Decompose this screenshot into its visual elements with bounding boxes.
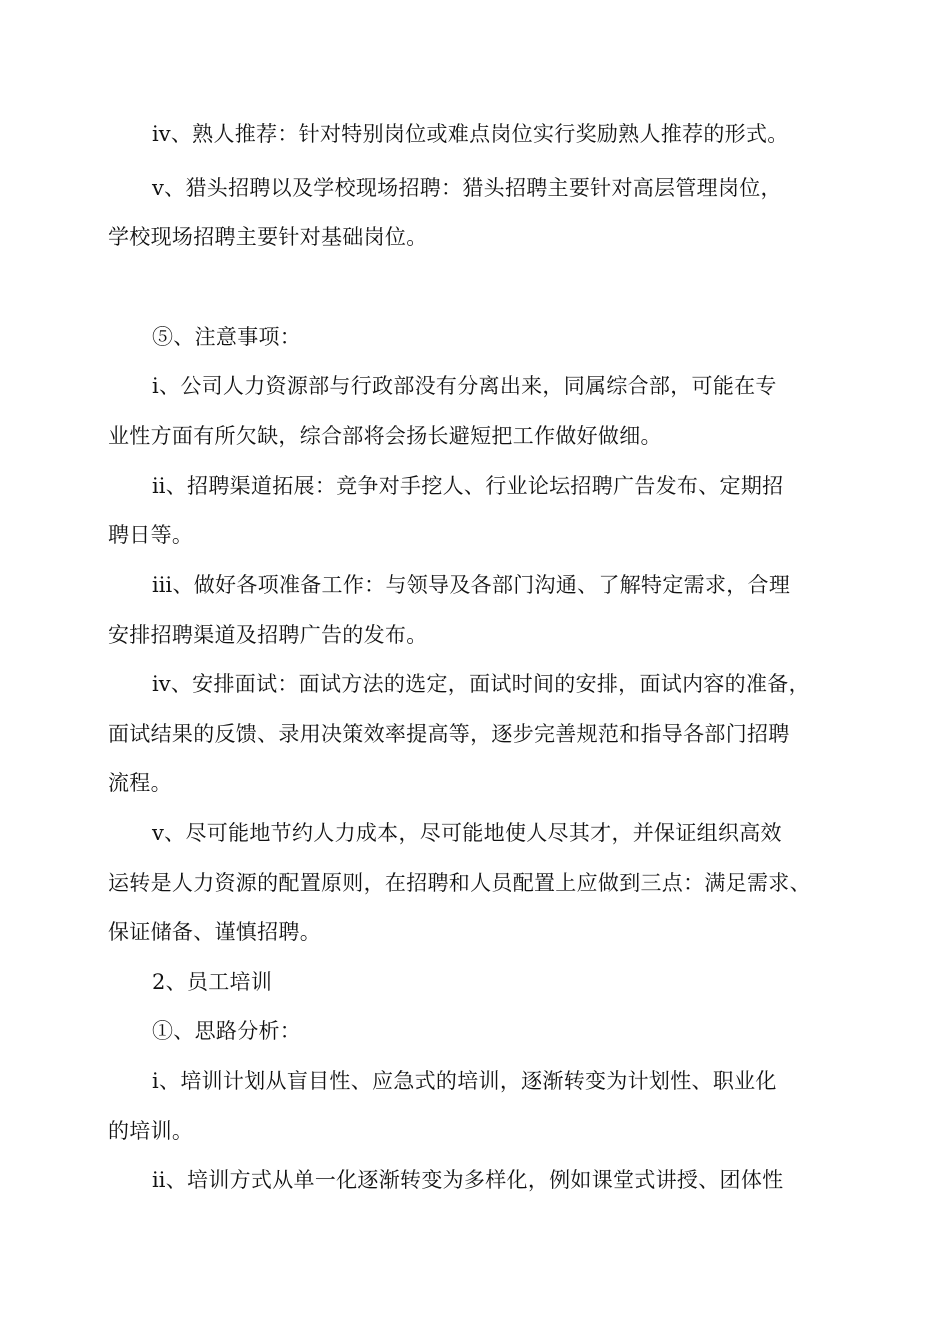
paragraph-referral: ⅳ、熟人推荐：针对特别岗位或难点岗位实行奖励熟人推荐的形式。 — [152, 122, 789, 146]
paragraph-analysis-2: ⅱ、培训方式从单一化逐渐转变为多样化，例如课堂式讲授、团体性 — [152, 1168, 784, 1192]
paragraph-headhunting: ⅴ、猎头招聘以及学校现场招聘：猎头招聘主要针对高层管理岗位， — [152, 176, 782, 200]
section-heading-analysis: ①、思路分析： — [152, 1019, 302, 1043]
paragraph-note-1-cont: 业性方面有所欠缺，综合部将会扬长避短把工作做好做细。 — [108, 424, 662, 448]
paragraph-note-4: ⅳ、安排面试：面试方法的选定，面试时间的安排，面试内容的准备， — [152, 672, 810, 696]
paragraph-note-4-cont-2: 流程。 — [108, 771, 172, 795]
paragraph-analysis-1-cont: 的培训。 — [108, 1119, 194, 1143]
paragraph-note-2: ⅱ、招聘渠道拓展：竞争对手挖人、行业论坛招聘广告发布、定期招 — [152, 474, 784, 498]
section-heading-notes: ⑤、注意事项： — [152, 325, 302, 349]
paragraph-headhunting-cont: 学校现场招聘主要针对基础岗位。 — [108, 225, 428, 249]
paragraph-note-5-cont-1: 运转是人力资源的配置原则，在招聘和人员配置上应做到三点：满足需求、 — [108, 871, 811, 895]
paragraph-note-1: ⅰ、公司人力资源部与行政部没有分离出来，同属综合部，可能在专 — [152, 374, 777, 398]
paragraph-note-2-cont: 聘日等。 — [108, 523, 194, 547]
paragraph-note-5: ⅴ、尽可能地节约人力成本，尽可能地使人尽其才，并保证组织高效 — [152, 821, 782, 845]
paragraph-note-3-cont: 安排招聘渠道及招聘广告的发布。 — [108, 623, 428, 647]
paragraph-note-5-cont-2: 保证储备、谨慎招聘。 — [108, 920, 321, 944]
paragraph-analysis-1: ⅰ、培训计划从盲目性、应急式的培训，逐渐转变为计划性、职业化 — [152, 1069, 777, 1093]
paragraph-note-3: ⅲ、做好各项准备工作：与领导及各部门沟通、了解特定需求，合理 — [152, 573, 791, 597]
section-heading-training: 2、员工培训 — [152, 970, 273, 994]
paragraph-note-4-cont-1: 面试结果的反馈、录用决策效率提高等，逐步完善规范和指导各部门招聘 — [108, 722, 790, 746]
